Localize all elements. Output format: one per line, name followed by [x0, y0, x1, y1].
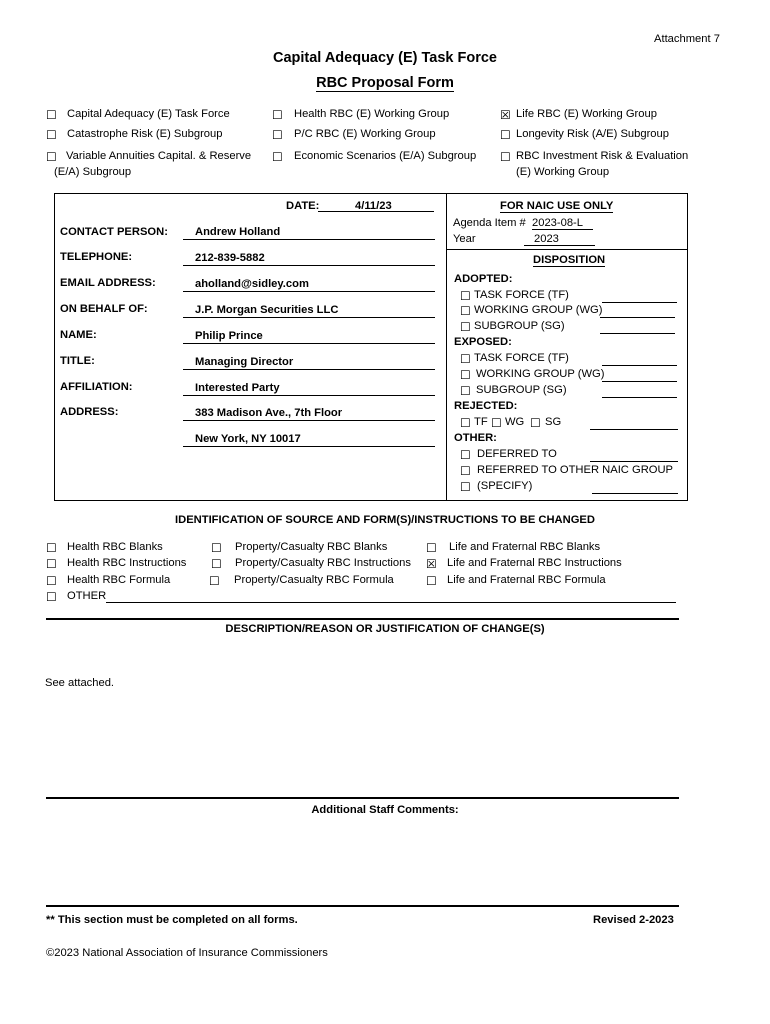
rejected-field[interactable] [590, 417, 678, 430]
form-label: Life and Fraternal RBC Blanks [449, 541, 601, 553]
year-field[interactable]: 2023 [524, 233, 595, 246]
exposed-wg-label: WORKING GROUP (WG) [476, 368, 605, 380]
rejected-wg-label: WG [505, 416, 525, 428]
adopted-sg-checkbox[interactable]: ☐ [460, 320, 471, 334]
form-label: Life and Fraternal RBC Formula [447, 574, 606, 586]
telephone-label: TELEPHONE: [60, 251, 133, 263]
group-label: Variable Annuities Capital. & Reserve [66, 150, 252, 162]
form-label: Property/Casualty RBC Instructions [235, 557, 411, 569]
checkbox-variable-annuities[interactable]: ☐ [46, 150, 57, 164]
revised-label: Revised 2-2023 [593, 914, 674, 926]
year-label: Year [453, 233, 476, 245]
checkbox-health-rbc[interactable]: ☐ [272, 108, 283, 122]
affiliation-label: AFFILIATION: [60, 381, 133, 393]
agenda-item-label: Agenda Item # [453, 217, 526, 229]
rejected-sg-label: SG [545, 416, 562, 428]
checkbox-pc-formula[interactable]: ☐ [209, 574, 220, 588]
adopted-wg-field[interactable] [600, 305, 675, 318]
checkbox-catastrophe-risk[interactable]: ☐ [46, 128, 57, 142]
email-field[interactable]: aholland@sidley.com [183, 277, 435, 292]
email-label: EMAIL ADDRESS: [60, 277, 156, 289]
identification-heading: IDENTIFICATION OF SOURCE AND FORM(S)/INSTRUCTIONS TO BE CHANGED [175, 514, 595, 526]
checkbox-other[interactable]: ☐ [46, 590, 57, 604]
rejected-sg-checkbox[interactable]: ☐ [530, 416, 541, 430]
date-value: 4/11/23 [355, 200, 392, 212]
group-label: Longevity Risk (A/E) Subgroup [516, 128, 669, 140]
adopted-tf-field[interactable] [602, 290, 677, 303]
form-label: Life and Fraternal RBC Instructions [447, 557, 622, 569]
exposed-sg-field[interactable] [602, 385, 677, 398]
group-label: RBC Investment Risk & Evaluation [516, 150, 689, 162]
exposed-wg-field[interactable] [602, 369, 677, 382]
checkbox-capital-adequacy[interactable]: ☐ [46, 108, 57, 122]
adopted-sg-field[interactable] [600, 321, 675, 334]
address-line2-field[interactable]: New York, NY 10017 [183, 432, 435, 447]
name-label: NAME: [60, 329, 97, 341]
attachment-label: Attachment 7 [654, 33, 720, 45]
group-label: P/C RBC (E) Working Group [294, 128, 436, 140]
checkbox-economic-scenarios[interactable]: ☐ [272, 150, 283, 164]
group-label: Catastrophe Risk (E) Subgroup [67, 128, 223, 140]
copyright: ©2023 National Association of Insurance Commissioners [46, 947, 328, 959]
group-label: Health RBC (E) Working Group [294, 108, 450, 120]
other-form-field[interactable] [106, 590, 676, 603]
other-label: OTHER: [454, 432, 497, 444]
exposed-label: EXPOSED: [454, 336, 512, 348]
group-label-line2: (E) Working Group [516, 166, 610, 178]
rejected-wg-checkbox[interactable]: ☐ [491, 416, 502, 430]
naic-use-header: FOR NAIC USE ONLY [500, 200, 614, 212]
exposed-tf-field[interactable] [602, 353, 677, 366]
contact-person-field[interactable]: Andrew Holland [183, 225, 435, 240]
checkbox-health-instructions[interactable]: ☐ [46, 557, 57, 571]
address-field[interactable]: 383 Madison Ave., 7th Floor [183, 406, 435, 421]
disposition-header: DISPOSITION [533, 254, 606, 266]
section-divider [46, 618, 679, 620]
rejected-tf-checkbox[interactable]: ☐ [460, 416, 471, 430]
checkbox-pc-rbc[interactable]: ☐ [272, 128, 283, 142]
group-label: Economic Scenarios (E/A) Subgroup [294, 150, 477, 162]
checkbox-life-formula[interactable]: ☐ [426, 574, 437, 588]
referred-label: REFERRED TO OTHER NAIC GROUP [477, 464, 674, 476]
footer-note: ** This section must be completed on all forms. [46, 914, 298, 926]
checkbox-life-instructions[interactable]: ☒ [426, 557, 437, 571]
checkbox-health-formula[interactable]: ☐ [46, 574, 57, 588]
checkbox-rbc-investment[interactable]: ☐ [500, 150, 511, 164]
section-divider [46, 905, 679, 907]
specify-label: (SPECIFY) [477, 480, 533, 492]
adopted-sg-label: SUBGROUP (SG) [474, 320, 565, 332]
form-label: Property/Casualty RBC Blanks [235, 541, 388, 553]
description-text[interactable]: See attached. [45, 677, 115, 689]
exposed-wg-checkbox[interactable]: ☐ [460, 368, 471, 382]
checkbox-pc-instructions[interactable]: ☐ [211, 557, 222, 571]
affiliation-field[interactable]: Interested Party [183, 381, 435, 396]
adopted-label: ADOPTED: [454, 273, 513, 285]
exposed-tf-checkbox[interactable]: ☐ [460, 352, 471, 366]
staff-comments-heading: Additional Staff Comments: [311, 804, 459, 816]
form-label: Health RBC Instructions [67, 557, 187, 569]
checkbox-longevity-risk[interactable]: ☐ [500, 128, 511, 142]
exposed-tf-label: TASK FORCE (TF) [474, 352, 569, 364]
box-divider [446, 193, 447, 501]
form-title: Capital Adequacy (E) Task Force [272, 50, 497, 66]
on-behalf-of-label: ON BEHALF OF: [60, 303, 148, 315]
group-label-line2: (E/A) Subgroup [54, 166, 132, 178]
referred-checkbox[interactable]: ☐ [460, 464, 471, 478]
naic-divider [446, 249, 688, 250]
rejected-tf-label: TF [474, 416, 488, 428]
exposed-sg-label: SUBGROUP (SG) [476, 384, 567, 396]
address-label: ADDRESS: [60, 406, 119, 418]
form-label: Health RBC Formula [67, 574, 171, 586]
form-label: Property/Casualty RBC Formula [234, 574, 394, 586]
form-label: Health RBC Blanks [67, 541, 163, 553]
checkbox-life-rbc[interactable]: ☒ [500, 108, 511, 122]
deferred-checkbox[interactable]: ☐ [460, 448, 471, 462]
title-label: TITLE: [60, 355, 95, 367]
checkbox-pc-blanks[interactable]: ☐ [211, 541, 222, 555]
checkbox-health-blanks[interactable]: ☐ [46, 541, 57, 555]
deferred-field[interactable] [590, 449, 678, 462]
deferred-label: DEFERRED TO [477, 448, 557, 460]
name-field[interactable]: Philip Prince [183, 329, 435, 344]
group-label: Life RBC (E) Working Group [516, 108, 657, 120]
contact-person-label: CONTACT PERSON: [60, 226, 168, 238]
form-subtitle: RBC Proposal Form [316, 75, 454, 91]
adopted-wg-label: WORKING GROUP (WG) [474, 304, 603, 316]
date-label: DATE: [286, 200, 320, 212]
exposed-sg-checkbox[interactable]: ☐ [460, 384, 471, 398]
checkbox-life-blanks[interactable]: ☐ [426, 541, 437, 555]
group-label: Capital Adequacy (E) Task Force [67, 108, 230, 120]
description-heading: DESCRIPTION/REASON OR JUSTIFICATION OF CHANGE(S) [225, 623, 545, 635]
specify-field[interactable] [592, 481, 678, 494]
other-form-label: OTHER [67, 590, 107, 602]
adopted-wg-checkbox[interactable]: ☐ [460, 304, 471, 318]
on-behalf-of-field[interactable]: J.P. Morgan Securities LLC [183, 303, 435, 318]
rejected-label: REJECTED: [454, 400, 518, 412]
title-field[interactable]: Managing Director [183, 355, 435, 370]
specify-checkbox[interactable]: ☐ [460, 480, 471, 494]
adopted-tf-checkbox[interactable]: ☐ [460, 289, 471, 303]
agenda-item-field[interactable]: 2023-08-L [532, 217, 593, 230]
telephone-field[interactable]: 212-839-5882 [183, 251, 435, 266]
adopted-tf-label: TASK FORCE (TF) [474, 289, 569, 301]
section-divider [46, 797, 679, 799]
